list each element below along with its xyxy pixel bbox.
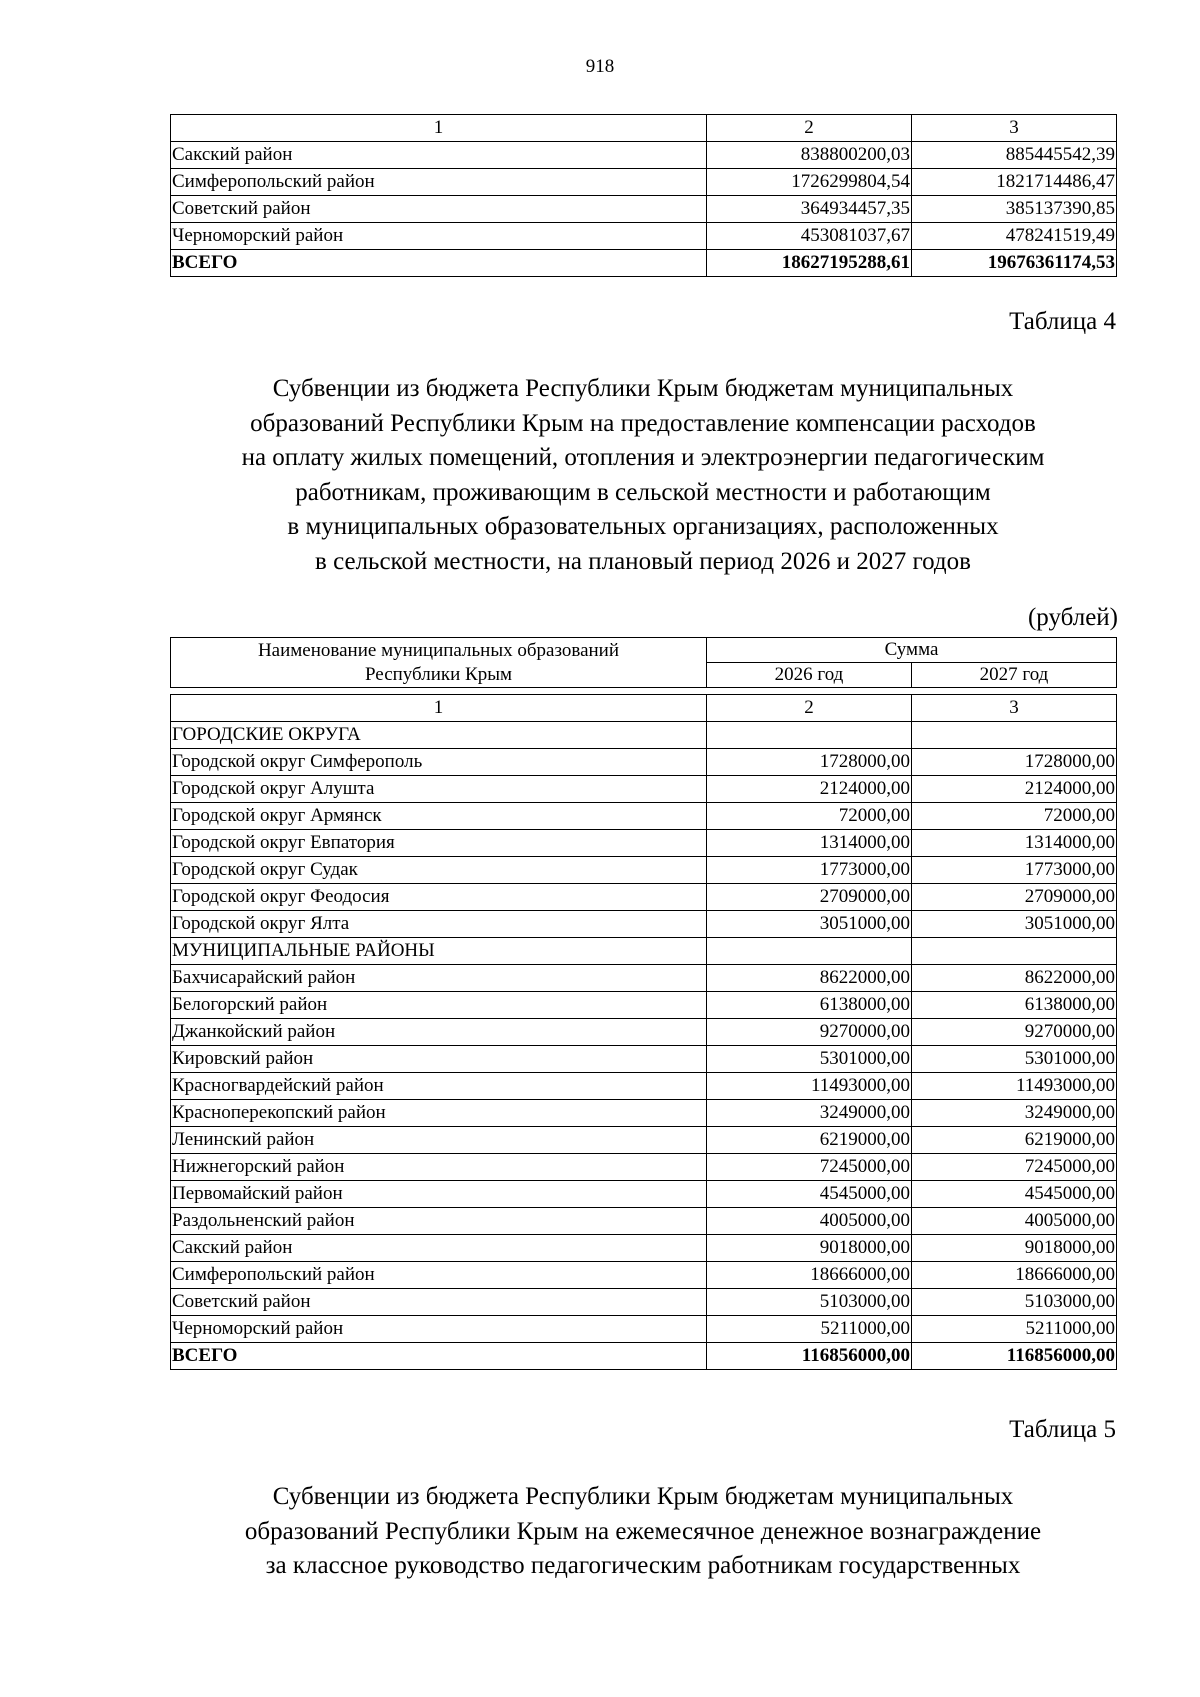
row-value-2027: 1314000,00 — [912, 830, 1117, 857]
row-value-2026: 453081037,67 — [707, 223, 912, 250]
row-value-2026: 8622000,00 — [707, 965, 912, 992]
table-row — [171, 1127, 1117, 1154]
row-name: Симферопольский район — [171, 169, 707, 196]
table-row — [171, 803, 1117, 830]
table4-body — [170, 694, 1117, 1370]
row-name: Городской округ Евпатория — [171, 830, 707, 857]
table-row — [171, 749, 1117, 776]
table-row — [171, 884, 1117, 911]
row-name: Раздольненский район — [171, 1208, 707, 1235]
row-value-2027: 385137390,85 — [912, 196, 1117, 223]
table-row — [171, 965, 1117, 992]
row-name: Городской округ Феодосия — [171, 884, 707, 911]
row-value-2026: 2709000,00 — [707, 884, 912, 911]
total-row — [171, 250, 1117, 277]
column-number-3: 3 — [912, 115, 1117, 142]
row-value-2027: 2709000,00 — [912, 884, 1117, 911]
row-value-2026: 18666000,00 — [707, 1262, 912, 1289]
total-value-2026: 116856000,00 — [707, 1343, 912, 1370]
table-row — [171, 196, 1117, 223]
table-row — [171, 1235, 1117, 1262]
table-row — [171, 992, 1117, 1019]
row-value-2027: 4545000,00 — [912, 1181, 1117, 1208]
row-value-2026: 6219000,00 — [707, 1127, 912, 1154]
table-row — [171, 1316, 1117, 1343]
table4-header — [170, 637, 1117, 688]
table-row — [171, 169, 1117, 196]
row-value-2026: 4545000,00 — [707, 1181, 912, 1208]
row-value-2027: 885445542,39 — [912, 142, 1117, 169]
row-name: Ленинский район — [171, 1127, 707, 1154]
table-row — [171, 1208, 1117, 1235]
row-value-2026: 1773000,00 — [707, 857, 912, 884]
row-value-2027: 1821714486,47 — [912, 169, 1117, 196]
sum-header: Сумма — [707, 638, 1117, 663]
row-name: Городской округ Симферополь — [171, 749, 707, 776]
row-value-2026: 5301000,00 — [707, 1046, 912, 1073]
title-line: работникам, проживающим в сельской местности и работающим — [295, 478, 991, 506]
table3-continued — [170, 114, 1117, 277]
year-2027-header: 2027 год — [912, 663, 1117, 688]
total-value-2026: 18627195288,61 — [707, 250, 912, 277]
table5-title — [150, 1480, 1136, 1584]
column-number-1: 1 — [171, 115, 707, 142]
section-title-municipal-districts: МУНИЦИПАЛЬНЫЕ РАЙОНЫ — [171, 938, 707, 965]
table-row — [171, 1154, 1117, 1181]
row-name: Сакский район — [171, 1235, 707, 1262]
name-header-line1: Наименование муниципальных образований — [257, 639, 620, 661]
section-title-city-districts: ГОРОДСКИЕ ОКРУГА — [171, 722, 707, 749]
row-value-2026: 3051000,00 — [707, 911, 912, 938]
title-line: Субвенции из бюджета Республики Крым бюджетам муниципальных — [272, 375, 1014, 402]
row-name: Городской округ Алушта — [171, 776, 707, 803]
row-name: Черноморский район — [171, 223, 707, 250]
title-line: образований Республики Крым на ежемесячное денежное вознаграждение — [244, 1517, 1042, 1545]
row-value-2027: 3249000,00 — [912, 1100, 1117, 1127]
row-name: Городской округ Ялта — [171, 911, 707, 938]
row-name: Первомайский район — [171, 1181, 707, 1208]
row-value-2026: 5103000,00 — [707, 1289, 912, 1316]
table-row — [171, 776, 1117, 803]
row-name: Белогорский район — [171, 992, 707, 1019]
row-value-2026: 11493000,00 — [707, 1073, 912, 1100]
page-number: 918 — [585, 56, 615, 77]
section-row — [171, 938, 1117, 965]
title-line: Субвенции из бюджета Республики Крым бюджетам муниципальных — [272, 1483, 1014, 1510]
title-line: в муниципальных образовательных организациях, расположенных — [287, 513, 999, 540]
row-value-2027: 4005000,00 — [912, 1208, 1117, 1235]
name-column-header — [171, 638, 707, 688]
year-2026-header: 2026 год — [707, 663, 912, 688]
row-value-2026: 5211000,00 — [707, 1316, 912, 1343]
row-value-2027: 5211000,00 — [912, 1316, 1117, 1343]
row-value-2026: 2124000,00 — [707, 776, 912, 803]
title-line: образований Республики Крым на предоставление компенсации расходов — [250, 409, 1036, 437]
row-name: Городской округ Армянск — [171, 803, 707, 830]
row-name: Кировский район — [171, 1046, 707, 1073]
total-row — [171, 1343, 1117, 1370]
row-value-2026: 7245000,00 — [707, 1154, 912, 1181]
row-value-2027: 8622000,00 — [912, 965, 1117, 992]
row-name: Бахчисарайский район — [171, 965, 707, 992]
table-row — [171, 1100, 1117, 1127]
row-value-2027: 5103000,00 — [912, 1289, 1117, 1316]
row-value-2026: 364934457,35 — [707, 196, 912, 223]
row-name: Сакский район — [171, 142, 707, 169]
row-value-2027: 9018000,00 — [912, 1235, 1117, 1262]
units-label: (рублей) — [1027, 604, 1118, 631]
row-value-2027: 7245000,00 — [912, 1154, 1117, 1181]
row-value-2026: 4005000,00 — [707, 1208, 912, 1235]
row-value-2026: 838800200,03 — [707, 142, 912, 169]
title-line: в сельской местности, на плановый период 2026 и 2027 годов — [315, 547, 971, 575]
table-row — [171, 1046, 1117, 1073]
section-row — [171, 722, 1117, 749]
table-row — [171, 1019, 1117, 1046]
title-line: за классное руководство педагогическим работникам государственных — [265, 1552, 1021, 1579]
column-number-3: 3 — [912, 695, 1117, 722]
row-value-2027: 6138000,00 — [912, 992, 1117, 1019]
total-label: ВСЕГО — [171, 1343, 707, 1370]
row-name: Красногвардейский район — [171, 1073, 707, 1100]
row-value-2027: 5301000,00 — [912, 1046, 1117, 1073]
row-value-2026: 72000,00 — [707, 803, 912, 830]
row-name: Черноморский район — [171, 1316, 707, 1343]
row-value-2027: 1773000,00 — [912, 857, 1117, 884]
total-value-2027: 19676361174,53 — [912, 250, 1117, 277]
table-row — [171, 1262, 1117, 1289]
row-value-2026: 6138000,00 — [707, 992, 912, 1019]
column-numbers-row — [171, 695, 1117, 722]
row-value-2027: 3051000,00 — [912, 911, 1117, 938]
table-row — [171, 830, 1117, 857]
row-value-2026: 3249000,00 — [707, 1100, 912, 1127]
total-label: ВСЕГО — [171, 250, 707, 277]
column-number-1: 1 — [171, 695, 707, 722]
row-value-2026: 9270000,00 — [707, 1019, 912, 1046]
row-value-2026: 9018000,00 — [707, 1235, 912, 1262]
column-number-2: 2 — [707, 115, 912, 142]
row-name: Джанкойский район — [171, 1019, 707, 1046]
name-header-line2: Республики Крым — [364, 663, 513, 685]
table-row — [171, 223, 1117, 250]
table-row — [171, 142, 1117, 169]
table-header-row — [171, 115, 1117, 142]
row-value-2027: 72000,00 — [912, 803, 1117, 830]
row-value-2027: 478241519,49 — [912, 223, 1117, 250]
row-value-2026: 1726299804,54 — [707, 169, 912, 196]
row-value-2027: 9270000,00 — [912, 1019, 1117, 1046]
table-row — [171, 857, 1117, 884]
column-number-2: 2 — [707, 695, 912, 722]
total-value-2027: 116856000,00 — [912, 1343, 1117, 1370]
table-row — [171, 1073, 1117, 1100]
title-line: на оплату жилых помещений, отопления и электроэнергии педагогическим — [241, 444, 1045, 471]
row-name: Советский район — [171, 1289, 707, 1316]
table-row — [171, 1181, 1117, 1208]
row-value-2027: 18666000,00 — [912, 1262, 1117, 1289]
row-value-2027: 11493000,00 — [912, 1073, 1117, 1100]
table5-label: Таблица 5 — [1009, 1416, 1116, 1443]
table4-label: Таблица 4 — [1009, 308, 1116, 335]
table-row — [171, 1289, 1117, 1316]
row-name: Советский район — [171, 196, 707, 223]
row-value-2027: 1728000,00 — [912, 749, 1117, 776]
row-name: Симферопольский район — [171, 1262, 707, 1289]
row-value-2027: 2124000,00 — [912, 776, 1117, 803]
row-value-2026: 1728000,00 — [707, 749, 912, 776]
table-row — [171, 911, 1117, 938]
row-name: Городской округ Судак — [171, 857, 707, 884]
row-value-2026: 1314000,00 — [707, 830, 912, 857]
row-name: Красноперекопский район — [171, 1100, 707, 1127]
row-name: Нижнегорский район — [171, 1154, 707, 1181]
row-value-2027: 6219000,00 — [912, 1127, 1117, 1154]
table4-title — [150, 372, 1136, 579]
